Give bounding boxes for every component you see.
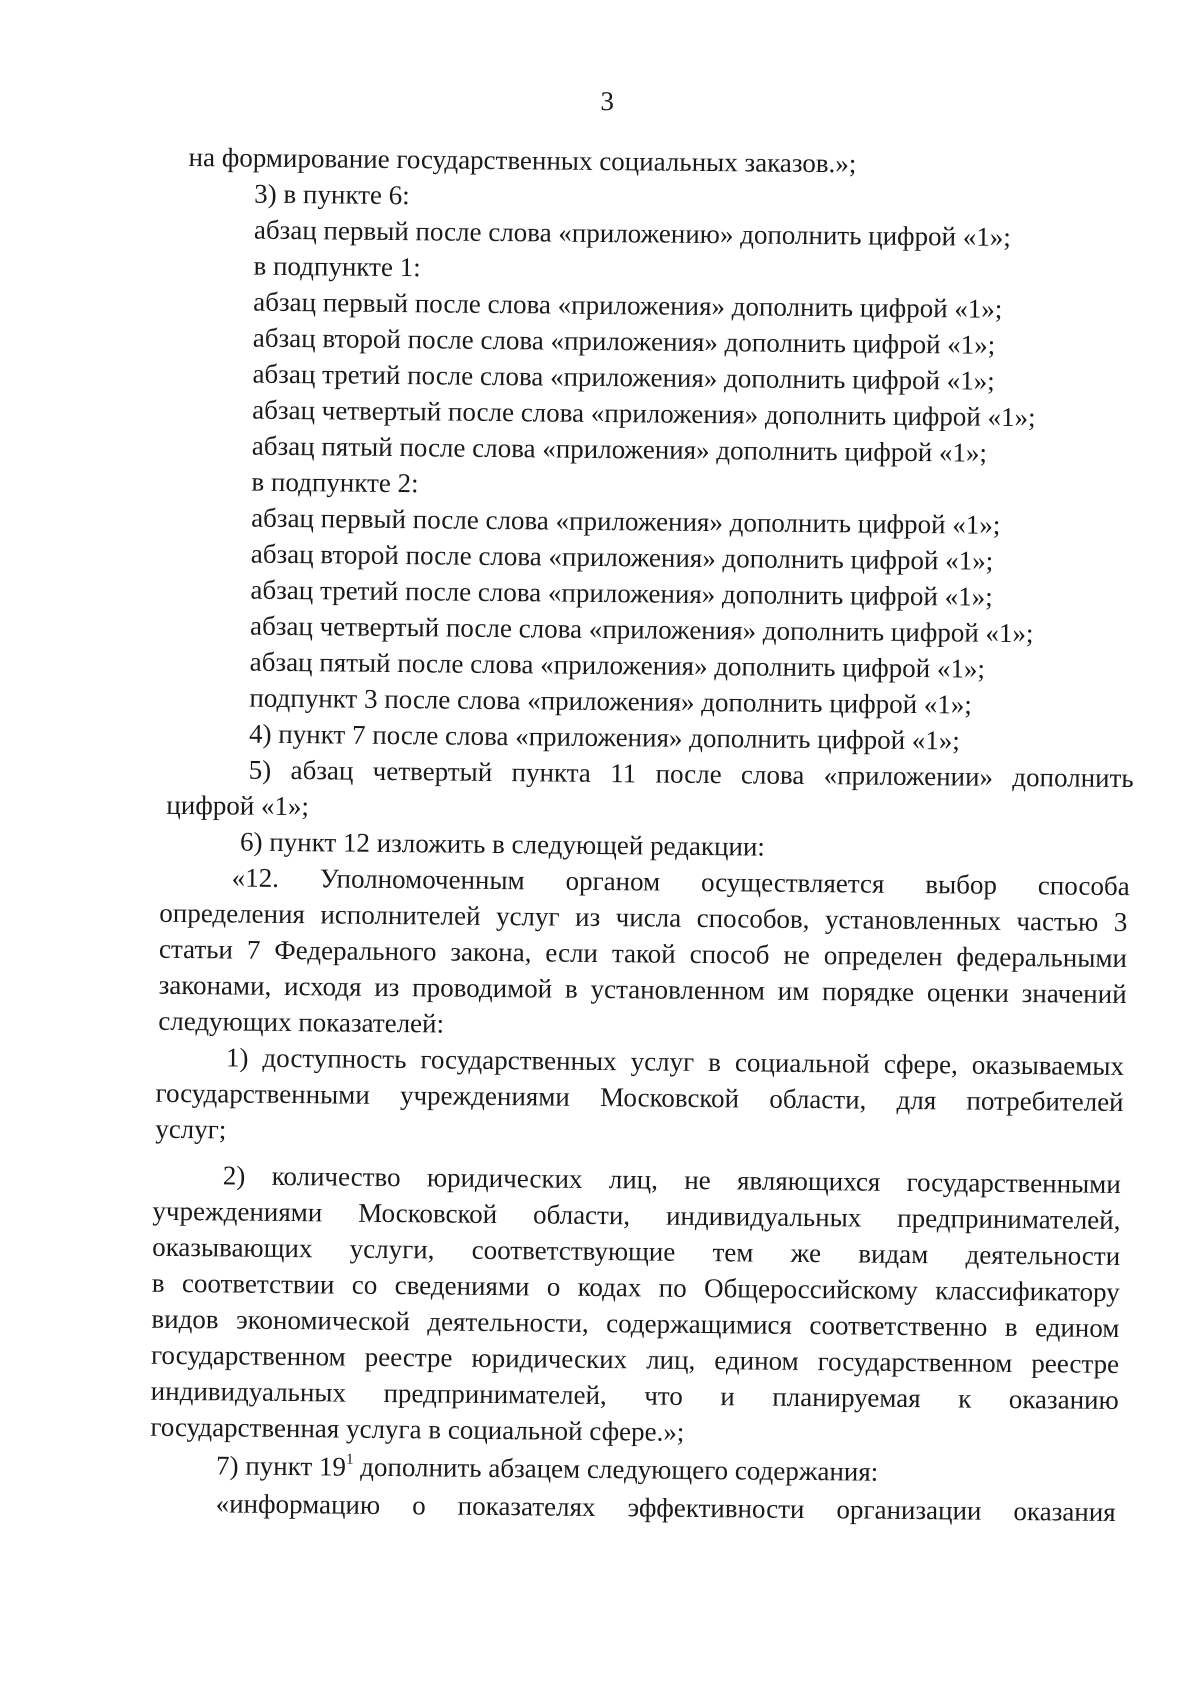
- text-line: статьи 7 Федерального закона, если такой способ не определен федеральными: [158, 933, 1128, 974]
- text-line: «информацию о показателях эффективности организации оказания: [215, 1488, 1116, 1527]
- text-line: видов экономической деятельности, содержащимися соответственно в едином: [151, 1303, 1120, 1344]
- text-line: 6) пункт 12 изложить в следующей редакции:: [239, 826, 766, 862]
- text-line: законами, исходя из проводимой в установленном им порядке оценки значений: [158, 969, 1127, 1010]
- text-line: абзац первый после слова «приложения» дополнить цифрой «1»;: [251, 502, 1001, 540]
- text-line: абзац четвертый после слова «приложения» дополнить цифрой «1»;: [252, 394, 1036, 433]
- text-line: абзац четвертый после слова «приложения» дополнить цифрой «1»;: [249, 610, 1034, 649]
- text-line: цифрой «1»;: [166, 789, 310, 822]
- text-line: абзац второй после слова «приложения» дополнить цифрой «1»;: [250, 538, 994, 576]
- text-line: учреждениями Московской области, индивидуальных предпринимателей,: [152, 1195, 1121, 1236]
- text-line: 1) доступность государственных услуг в социальной сфере, оказываемых: [225, 1042, 1125, 1082]
- text-line: оказывающих услуги, соответствующие тем же видам деятельности: [152, 1231, 1121, 1272]
- text-line: определения исполнителей услуг из числа способов, установленных частью 3: [159, 897, 1128, 938]
- item7-before: 7) пункт 19: [215, 1450, 347, 1482]
- item7-after: дополнить абзацем следующего содержания:: [353, 1451, 879, 1487]
- text-line: абзац третий после слова «приложения» дополнить цифрой «1»;: [250, 574, 993, 612]
- item7-superscript: 1: [345, 1451, 354, 1468]
- text-line: услуг;: [155, 1113, 227, 1145]
- text-line: абзац первый после слова «приложения» дополнить цифрой «1»;: [253, 286, 1003, 324]
- text-line: государственная услуга в социальной сфере.»;: [150, 1411, 685, 1447]
- text-line: индивидуальных предпринимателей, что и планируемая к оказанию: [150, 1375, 1119, 1416]
- text-line: 2) количество юридических лиц, не являющихся государственными: [222, 1160, 1121, 1200]
- text-line: абзац пятый после слова «приложения» дополнить цифрой «1»;: [251, 430, 988, 468]
- text-line: в подпункте 2:: [251, 466, 419, 499]
- page-number: 3: [600, 85, 615, 117]
- text-line: 5) абзац четвертый пункта 11 после слова «приложении» дополнить: [248, 754, 1134, 794]
- text-line: в соответствии со сведениями о кодах по Общероссийскому классификатору: [151, 1267, 1120, 1308]
- text-line: на формирование государственных социальных заказов.»;: [188, 142, 857, 179]
- text-line: абзац пятый после слова «приложения» дополнить цифрой «1»;: [249, 646, 986, 684]
- text-line: 4) пункт 7 после слова «приложения» дополнить цифрой «1»;: [248, 718, 961, 756]
- text-line: 3) в пункте 6:: [254, 178, 410, 211]
- text-line: абзац второй после слова «приложения» дополнить цифрой «1»;: [252, 322, 996, 360]
- text-line: государственными учреждениями Московской области, для потребителей: [155, 1077, 1124, 1118]
- text-line: в подпункте 1:: [253, 250, 421, 283]
- text-line-item-7: [216, 1452, 878, 1485]
- text-line: «12. Уполномоченным органом осуществляется выбор способа: [231, 862, 1130, 902]
- text-line: абзац первый после слова «приложению» дополнить цифрой «1»;: [253, 214, 1011, 252]
- text-line: следующих показателей:: [158, 1005, 445, 1039]
- text-line: государственном реестре юридических лиц, едином государственном реестре: [150, 1339, 1120, 1380]
- text-line: абзац третий после слова «приложения» дополнить цифрой «1»;: [252, 358, 995, 396]
- text-line: подпункт 3 после слова «приложения» дополнить цифрой «1»;: [249, 682, 973, 720]
